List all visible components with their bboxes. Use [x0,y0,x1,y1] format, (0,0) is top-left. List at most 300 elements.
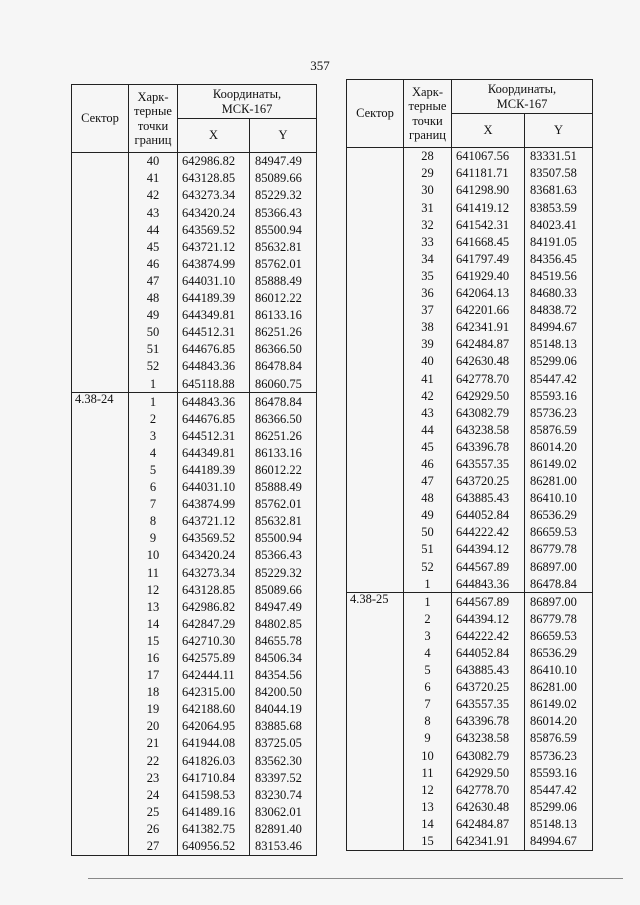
table-row [72,204,317,221]
scan-edge-line [88,878,623,879]
x-coordinate-cell: 643721.12 [178,513,250,530]
x-coordinate-cell: 643557.35 [452,456,525,473]
sector-cell [72,187,129,204]
sector-cell [347,148,404,166]
sector-cell [72,598,129,615]
sector-cell [72,735,129,752]
x-coordinate-cell: 643396.78 [452,439,525,456]
sector-cell [347,251,404,268]
x-coordinate-cell: 643420.24 [178,547,250,564]
y-coordinate-cell: 86012.22 [250,462,317,479]
point-number-cell: 51 [129,341,178,358]
point-number-cell: 4 [404,645,452,662]
point-number-cell: 48 [404,490,452,507]
y-coordinate-cell: 85632.81 [250,238,317,255]
y-coordinate-cell: 85366.43 [250,204,317,221]
coordinates-table-right [346,79,593,851]
table-row [72,701,317,718]
sector-cell [72,153,129,171]
x-coordinate-cell: 642929.50 [452,387,525,404]
sector-cell [347,781,404,798]
point-number-cell: 3 [404,628,452,645]
y-coordinate-cell: 85593.16 [525,764,593,781]
x-coordinate-cell: 643885.43 [452,662,525,679]
x-coordinate-cell: 642630.48 [452,353,525,370]
point-number-cell: 43 [129,204,178,221]
table-row [347,679,593,696]
x-coordinate-cell: 642484.87 [452,816,525,833]
point-number-cell: 42 [404,387,452,404]
x-coordinate-cell: 642188.60 [178,701,250,718]
table-row [347,524,593,541]
x-coordinate-cell: 642444.11 [178,667,250,684]
point-number-cell: 8 [129,513,178,530]
sector-cell [72,684,129,701]
y-coordinate-cell: 86012.22 [250,290,317,307]
y-coordinate-cell: 85148.13 [525,336,593,353]
y-coordinate-cell: 84655.78 [250,633,317,650]
table-row [347,507,593,524]
x-coordinate-cell: 641929.40 [452,268,525,285]
point-number-cell: 11 [129,564,178,581]
sector-cell [72,307,129,324]
x-coordinate-cell: 644843.36 [178,393,250,411]
x-coordinate-cell: 644189.39 [178,462,250,479]
y-coordinate-cell: 85229.32 [250,187,317,204]
table-row [72,256,317,273]
table-row [72,752,317,769]
sector-cell [72,496,129,513]
y-coordinate-cell: 85593.16 [525,387,593,404]
x-coordinate-cell: 643128.85 [178,170,250,187]
y-coordinate-cell: 85500.94 [250,530,317,547]
x-coordinate-cell: 642710.30 [178,633,250,650]
sector-cell [347,456,404,473]
y-coordinate-cell: 84519.56 [525,268,593,285]
table-row [347,764,593,781]
x-coordinate-cell: 641181.71 [452,165,525,182]
x-coordinate-cell: 644349.81 [178,445,250,462]
sector-cell [72,633,129,650]
table-row [347,593,593,611]
x-coordinate-cell: 642986.82 [178,598,250,615]
table-row [347,285,593,302]
point-number-cell: 25 [129,804,178,821]
y-coordinate-cell: 86897.00 [525,558,593,575]
point-number-cell: 29 [404,165,452,182]
x-coordinate-cell: 644222.42 [452,524,525,541]
y-coordinate-cell: 85299.06 [525,799,593,816]
point-number-cell: 28 [404,148,452,166]
point-number-cell: 10 [129,547,178,564]
table-row [72,786,317,803]
table-row [347,182,593,199]
point-number-cell: 11 [404,764,452,781]
point-number-cell: 46 [129,256,178,273]
x-coordinate-cell: 644394.12 [452,611,525,628]
y-coordinate-cell: 86133.16 [250,307,317,324]
y-coordinate-cell: 86366.50 [250,341,317,358]
sector-cell [347,404,404,421]
x-coordinate-cell: 644512.31 [178,428,250,445]
sector-cell [72,324,129,341]
table-row [72,170,317,187]
point-number-cell: 36 [404,285,452,302]
header-characteristic-points: Харк- терные точки границ [129,85,178,153]
table-row [347,302,593,319]
point-number-cell: 1 [404,575,452,593]
point-number-cell: 2 [404,611,452,628]
y-coordinate-cell: 86251.26 [250,324,317,341]
x-coordinate-cell: 642575.89 [178,650,250,667]
x-coordinate-cell: 642929.50 [452,764,525,781]
y-coordinate-cell: 84838.72 [525,302,593,319]
x-coordinate-cell: 642847.29 [178,616,250,633]
x-coordinate-cell: 641298.90 [452,182,525,199]
y-coordinate-cell: 86659.53 [525,628,593,645]
y-coordinate-cell: 83331.51 [525,148,593,166]
table-row [347,404,593,421]
sector-cell [347,165,404,182]
sector-cell [72,256,129,273]
table-row [72,547,317,564]
x-coordinate-cell: 643557.35 [452,696,525,713]
y-coordinate-cell: 86014.20 [525,713,593,730]
point-number-cell: 32 [404,216,452,233]
header-characteristic-points: Харк- терные точки границ [404,80,452,148]
sector-cell [72,804,129,821]
header-x: X [178,119,250,153]
sector-cell [347,833,404,851]
point-number-cell: 18 [129,684,178,701]
table-row [347,747,593,764]
header-y: Y [250,119,317,153]
x-coordinate-cell: 641489.16 [178,804,250,821]
y-coordinate-cell: 85089.66 [250,581,317,598]
table-row [72,667,317,684]
y-coordinate-cell: 84994.67 [525,319,593,336]
sector-cell [347,764,404,781]
y-coordinate-cell: 86410.10 [525,662,593,679]
sector-cell [72,752,129,769]
y-coordinate-cell: 83885.68 [250,718,317,735]
sector-cell [347,199,404,216]
sector-cell [72,821,129,838]
sector-cell [347,575,404,593]
x-coordinate-cell: 643238.58 [452,422,525,439]
point-number-cell: 46 [404,456,452,473]
x-coordinate-cell: 642484.87 [452,336,525,353]
x-coordinate-cell: 641067.56 [452,148,525,166]
table-row [72,530,317,547]
point-number-cell: 5 [404,662,452,679]
table-row [72,428,317,445]
y-coordinate-cell: 85876.59 [525,422,593,439]
table-row [347,696,593,713]
sector-cell [72,650,129,667]
table-row [347,336,593,353]
x-coordinate-cell: 641710.84 [178,769,250,786]
table-row [72,462,317,479]
y-coordinate-cell: 83725.05 [250,735,317,752]
x-coordinate-cell: 641382.75 [178,821,250,838]
x-coordinate-cell: 642315.00 [178,684,250,701]
point-number-cell: 50 [129,324,178,341]
y-coordinate-cell: 86659.53 [525,524,593,541]
x-coordinate-cell: 643885.43 [452,490,525,507]
table-row [347,422,593,439]
y-coordinate-cell: 86478.84 [525,575,593,593]
x-coordinate-cell: 644567.89 [452,558,525,575]
table-row [72,769,317,786]
table-row [72,513,317,530]
point-number-cell: 3 [129,428,178,445]
point-number-cell: 21 [129,735,178,752]
table-row [347,251,593,268]
table-row [72,718,317,735]
point-number-cell: 7 [129,496,178,513]
sector-cell [347,268,404,285]
table-row [347,558,593,575]
table-row [347,353,593,370]
sector-cell [72,341,129,358]
header-y: Y [525,114,593,148]
table-row [347,473,593,490]
sector-cell [72,786,129,803]
point-number-cell: 45 [404,439,452,456]
point-number-cell: 47 [404,473,452,490]
sector-cell [347,353,404,370]
y-coordinate-cell: 83507.58 [525,165,593,182]
y-coordinate-cell: 83681.63 [525,182,593,199]
sector-cell [347,439,404,456]
point-number-cell: 10 [404,747,452,764]
y-coordinate-cell: 83562.30 [250,752,317,769]
y-coordinate-cell: 86281.00 [525,679,593,696]
point-number-cell: 43 [404,404,452,421]
point-number-cell: 42 [129,187,178,204]
x-coordinate-cell: 642341.91 [452,833,525,851]
table-row [72,735,317,752]
x-coordinate-cell: 642986.82 [178,153,250,171]
point-number-cell: 1 [129,393,178,411]
y-coordinate-cell: 85762.01 [250,256,317,273]
x-coordinate-cell: 642201.66 [452,302,525,319]
y-coordinate-cell: 86366.50 [250,410,317,427]
y-coordinate-cell: 86779.78 [525,611,593,628]
sector-cell [72,838,129,856]
sector-cell: 4.38-24 [72,393,129,411]
x-coordinate-cell: 644843.36 [452,575,525,593]
y-coordinate-cell: 86133.16 [250,445,317,462]
sector-cell [72,530,129,547]
table-row [72,393,317,411]
point-number-cell: 44 [129,221,178,238]
y-coordinate-cell: 85148.13 [525,816,593,833]
header-x: X [452,114,525,148]
sector-cell [72,290,129,307]
y-coordinate-cell: 86779.78 [525,541,593,558]
y-coordinate-cell: 83397.52 [250,769,317,786]
table-row [347,216,593,233]
y-coordinate-cell: 83153.46 [250,838,317,856]
sector-cell [72,616,129,633]
table-row [347,456,593,473]
y-coordinate-cell: 86536.29 [525,507,593,524]
point-number-cell: 7 [404,696,452,713]
table-row [72,290,317,307]
header-sector: Сектор [72,85,129,153]
table-row [347,662,593,679]
table-row [347,628,593,645]
y-coordinate-cell: 86410.10 [525,490,593,507]
point-number-cell: 39 [404,336,452,353]
sector-cell [72,718,129,735]
sector-cell [347,524,404,541]
table-row [347,541,593,558]
point-number-cell: 35 [404,268,452,285]
y-coordinate-cell: 85366.43 [250,547,317,564]
x-coordinate-cell: 640956.52 [178,838,250,856]
y-coordinate-cell: 84680.33 [525,285,593,302]
sector-cell [347,370,404,387]
sector-cell: 4.38-25 [347,593,404,611]
y-coordinate-cell: 84802.85 [250,616,317,633]
x-coordinate-cell: 641944.08 [178,735,250,752]
y-coordinate-cell: 84191.05 [525,233,593,250]
y-coordinate-cell: 86060.75 [250,375,317,393]
y-coordinate-cell: 85500.94 [250,221,317,238]
point-number-cell: 12 [404,781,452,798]
sector-cell [72,273,129,290]
point-number-cell: 8 [404,713,452,730]
point-number-cell: 19 [129,701,178,718]
y-coordinate-cell: 86281.00 [525,473,593,490]
sector-cell [347,730,404,747]
y-coordinate-cell: 84947.49 [250,153,317,171]
sector-cell [72,462,129,479]
x-coordinate-cell: 641797.49 [452,251,525,268]
table-row [347,490,593,507]
table-row [72,273,317,290]
x-coordinate-cell: 643396.78 [452,713,525,730]
y-coordinate-cell: 85632.81 [250,513,317,530]
x-coordinate-cell: 644394.12 [452,541,525,558]
y-coordinate-cell: 85762.01 [250,496,317,513]
table-row [347,799,593,816]
point-number-cell: 12 [129,581,178,598]
y-coordinate-cell: 82891.40 [250,821,317,838]
x-coordinate-cell: 643720.25 [452,679,525,696]
y-coordinate-cell: 85888.49 [250,479,317,496]
point-number-cell: 16 [129,650,178,667]
point-number-cell: 9 [404,730,452,747]
y-coordinate-cell: 84506.34 [250,650,317,667]
x-coordinate-cell: 641419.12 [452,199,525,216]
x-coordinate-cell: 644676.85 [178,341,250,358]
x-coordinate-cell: 641826.03 [178,752,250,769]
point-number-cell: 41 [404,370,452,387]
point-number-cell: 6 [129,479,178,496]
table-row [72,410,317,427]
table-row [72,616,317,633]
point-number-cell: 38 [404,319,452,336]
point-number-cell: 6 [404,679,452,696]
point-number-cell: 1 [129,375,178,393]
point-number-cell: 17 [129,667,178,684]
sector-cell [72,238,129,255]
y-coordinate-cell: 84044.19 [250,701,317,718]
sector-cell [72,547,129,564]
sector-cell [347,302,404,319]
x-coordinate-cell: 644189.39 [178,290,250,307]
x-coordinate-cell: 642064.13 [452,285,525,302]
point-number-cell: 13 [404,799,452,816]
x-coordinate-cell: 644052.84 [452,645,525,662]
x-coordinate-cell: 641598.53 [178,786,250,803]
x-coordinate-cell: 643082.79 [452,404,525,421]
header-coordinates: Координаты, МСК-167 [178,85,317,119]
y-coordinate-cell: 84354.56 [250,667,317,684]
point-number-cell: 14 [404,816,452,833]
y-coordinate-cell: 84356.45 [525,251,593,268]
table-row [347,816,593,833]
x-coordinate-cell: 643082.79 [452,747,525,764]
sector-cell [72,410,129,427]
x-coordinate-cell: 643128.85 [178,581,250,598]
x-coordinate-cell: 644349.81 [178,307,250,324]
sector-cell [347,816,404,833]
y-coordinate-cell: 84994.67 [525,833,593,851]
x-coordinate-cell: 642630.48 [452,799,525,816]
x-coordinate-cell: 644676.85 [178,410,250,427]
point-number-cell: 45 [129,238,178,255]
point-number-cell: 40 [129,153,178,171]
sector-cell [72,375,129,393]
sector-cell [347,387,404,404]
y-coordinate-cell: 84200.50 [250,684,317,701]
sector-cell [347,645,404,662]
header-sector: Сектор [347,80,404,148]
point-number-cell: 48 [129,290,178,307]
y-coordinate-cell: 83062.01 [250,804,317,821]
table-row [72,153,317,171]
sector-cell [72,445,129,462]
table-row [347,575,593,593]
x-coordinate-cell: 644031.10 [178,273,250,290]
sector-cell [347,628,404,645]
x-coordinate-cell: 644031.10 [178,479,250,496]
sector-cell [72,221,129,238]
sector-cell [347,558,404,575]
sector-cell [72,204,129,221]
sector-cell [72,428,129,445]
table-row [72,821,317,838]
point-number-cell: 13 [129,598,178,615]
table-row [347,781,593,798]
x-coordinate-cell: 644222.42 [452,628,525,645]
sector-cell [72,667,129,684]
table-row [72,238,317,255]
x-coordinate-cell: 643273.34 [178,564,250,581]
point-number-cell: 44 [404,422,452,439]
table-row [347,713,593,730]
table-row [347,199,593,216]
table-row [72,187,317,204]
table-row [72,221,317,238]
sector-cell [347,747,404,764]
sector-cell [72,701,129,718]
